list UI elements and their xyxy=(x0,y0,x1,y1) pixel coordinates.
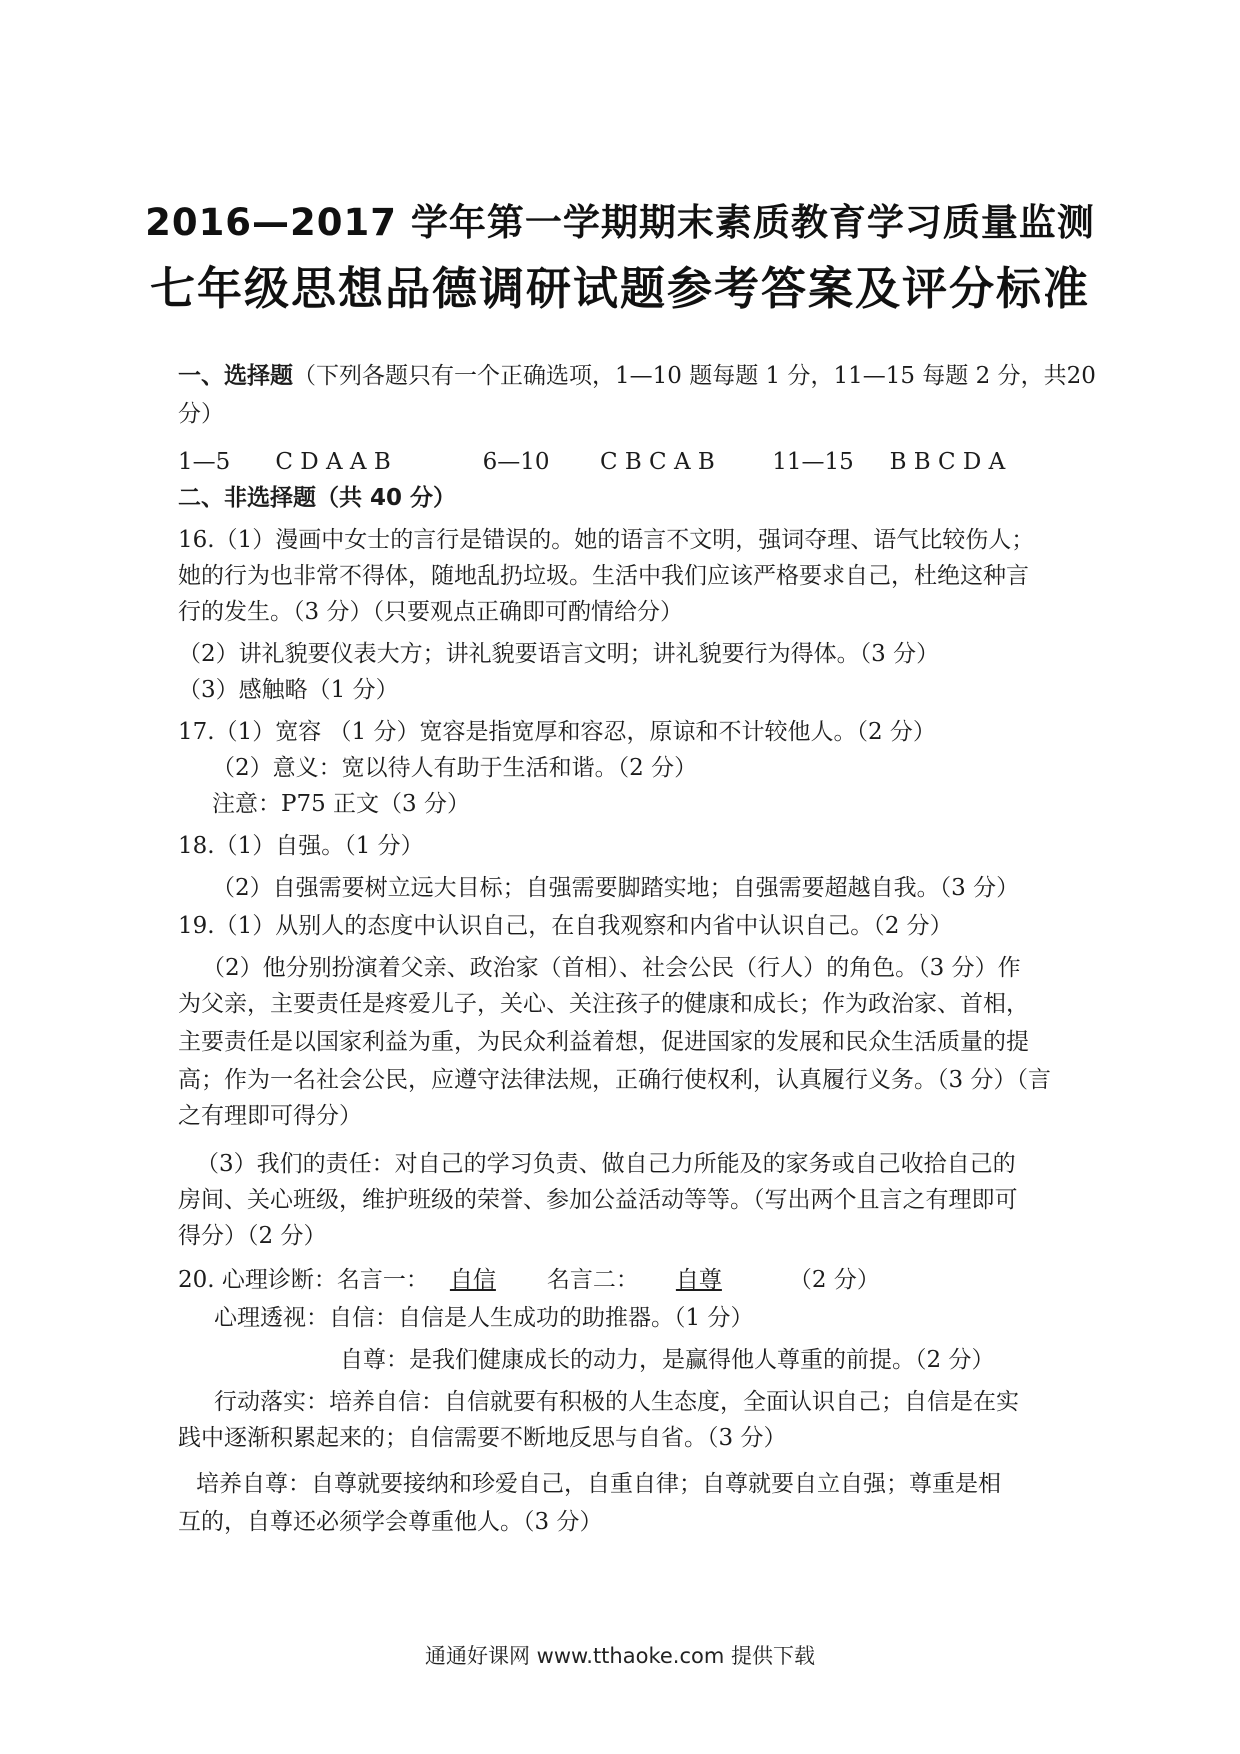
q20-line5: 践中逐渐积累起来的；自信需要不断地反思与自省。（3 分） xyxy=(178,1425,787,1451)
section1-desc: （下列各题只有一个正确选项，1—10 题每题 1 分，11—15 每题 2 分，共20 xyxy=(293,363,1096,389)
q19-line8: 房间、关心班级，维护班级的荣誉、参加公益活动等等。（写出两个且言之有理即可 xyxy=(178,1187,1018,1213)
answer-range: 1—5 xyxy=(178,449,231,475)
q19-line1: 19.（1）从别人的态度中认识自己，在自我观察和内省中认识自己。（2 分） xyxy=(178,913,953,939)
answer-letters: C D A A B xyxy=(275,449,391,475)
q20-line6: 培养自尊：自尊就要接纳和珍爱自己，自重自律；自尊就要自立自强；尊重是相 xyxy=(196,1471,1001,1497)
section1-desc-cont: 分） xyxy=(178,401,224,427)
q20-line2: 心理透视：自信：自信是人生成功的助推器。（1 分） xyxy=(214,1305,754,1331)
q17-line3: 注意：P75 正文（3 分） xyxy=(212,791,470,817)
q20-answer2: 自尊 xyxy=(675,1267,722,1293)
q19-line6: 之有理即可得分） xyxy=(178,1103,362,1129)
q20-prefix: 20. 心理诊断：名言一： xyxy=(178,1267,429,1293)
exam-title-line1: 2016—2017 学年第一学期期末素质教育学习质量监测 xyxy=(145,201,1095,244)
answer-range: 11—15 xyxy=(772,449,854,475)
q20-line3: 自尊：是我们健康成长的动力，是赢得他人尊重的前提。（2 分） xyxy=(340,1347,995,1373)
q19-line7: （3）我们的责任：对自己的学习负责、做自己力所能及的家务或自己收拾自己的 xyxy=(196,1151,1016,1177)
q19-line4: 主要责任是以国家利益为重，为民众利益着想，促进国家的发展和民众生活质量的提 xyxy=(178,1029,1029,1055)
q16-line1: 16.（1）漫画中女士的言行是错误的。她的语言不文明，强词夺理、语气比较伤人； xyxy=(178,527,1035,553)
q16-line5: （3）感触略（1 分） xyxy=(178,677,399,703)
q19-line2: （2）他分别扮演着父亲、政治家（首相）、社会公民（行人）的角色。（3 分）作 xyxy=(202,955,1021,981)
q18-line1: 18.（1）自强。（1 分） xyxy=(178,833,424,859)
answer-letters: C B C A B xyxy=(599,449,715,475)
q17-line1: 17.（1）宽容 （1 分）宽容是指宽厚和容忍，原谅和不计较他人。（2 分） xyxy=(178,719,936,745)
q18-line2: （2）自强需要树立远大目标；自强需要脚踏实地；自强需要超越自我。（3 分） xyxy=(212,875,1020,901)
q20-line4: 行动落实：培养自信：自信就要有积极的人生态度，全面认识自己；自信是在实 xyxy=(214,1389,1019,1415)
answer-letters: B B C D A xyxy=(889,449,1006,475)
section1-heading: 一、选择题 xyxy=(178,363,293,389)
q16-line2: 她的行为也非常不得体，随地乱扔垃圾。生活中我们应该严格要求自己，杜绝这种言 xyxy=(178,563,1029,589)
q16-line4: （2）讲礼貌要仪表大方；讲礼貌要语言文明；讲礼貌要行为得体。（3 分） xyxy=(178,641,940,667)
q16-line3: 行的发生。（3 分）（只要观点正确即可酌情给分） xyxy=(178,599,683,625)
download-footer: 通通好课网 www.tthaoke.com 提供下载 xyxy=(425,1644,815,1668)
exam-title-line2: 七年级思想品德调研试题参考答案及评分标准 xyxy=(149,262,1090,315)
q19-line3: 为父亲，主要责任是疼爱儿子，关心、关注孩子的健康和成长；作为政治家、首相， xyxy=(178,991,1029,1017)
section2-heading: 二、非选择题（共 40 分） xyxy=(178,485,457,511)
q20-line7: 互的，自尊还必须学会尊重他人。（3 分） xyxy=(178,1509,603,1535)
q19-line5: 高；作为一名社会公民，应遵守法律法规，正确行使权利，认真履行义务。（3 分）（言 xyxy=(178,1067,1051,1093)
q17-line2: （2）意义：宽以待人有助于生活和谐。（2 分） xyxy=(212,755,698,781)
q20-mid: 名言二： xyxy=(546,1267,639,1293)
q19-line9: 得分）（2 分） xyxy=(178,1223,327,1249)
q20-score: （2 分） xyxy=(788,1267,880,1293)
q20-line1 xyxy=(178,1262,1078,1298)
section1-heading-line xyxy=(178,358,1096,394)
q20-answer1: 自信 xyxy=(449,1267,496,1293)
answer-range: 6—10 xyxy=(482,449,550,475)
choice-answers-row xyxy=(178,444,1078,480)
